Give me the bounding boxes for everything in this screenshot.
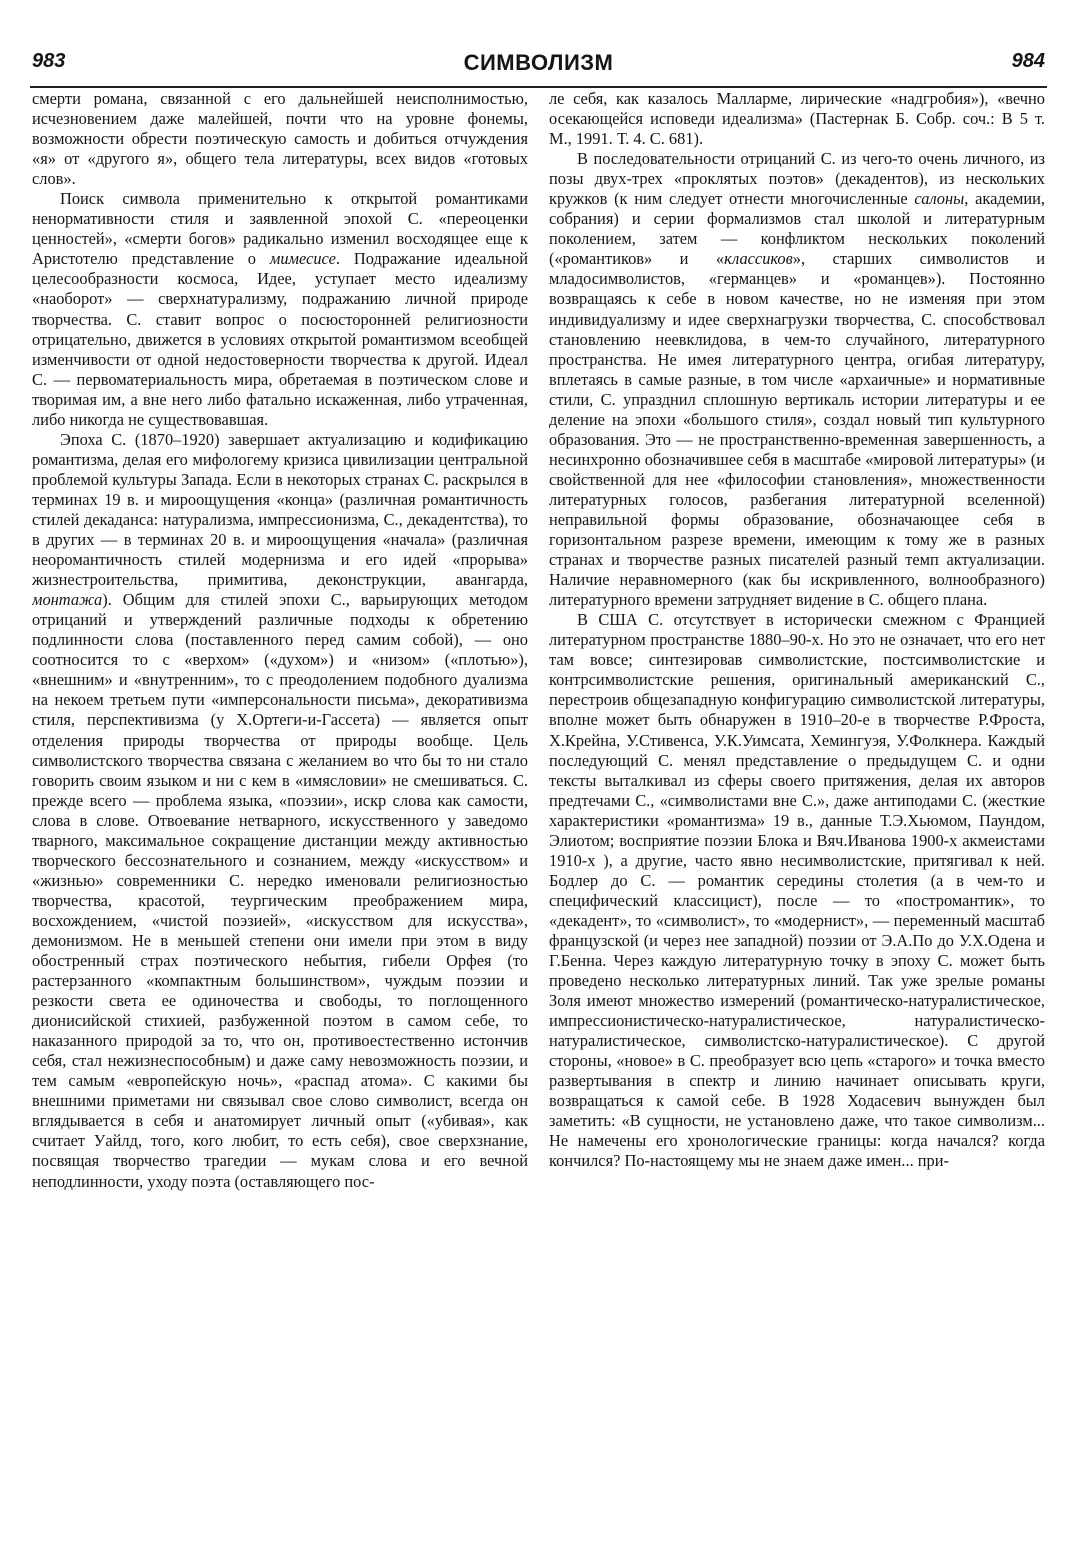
italic-term: монтажа — [32, 590, 103, 610]
paragraph: ле себя, как казалось Малларме, лирические «надгробия»), «вечно осекающейся исповеди идеализма» (Пастернак Б. Собр. соч.: В 5 т. М., 1991. Т. 4. С. 681). — [549, 89, 1045, 149]
text-run: Эпоха С. (1870–1920) завершает актуализацию и кодификацию романтизма, делая его мифологему кризиса цивилизации центральной проблемой культуры Запада. Если в некоторых странах С. раскрылся в терминах 19 в. и мироощущения «конца» (различная романтичность стилей декаданса: натурализма, импрессионизма, С., декадентства), то в других — в терминах 20 в. и мироощущения «начала» (различная неоромантичность стилей модернизма и его идей «прорыва» жизнестроительства, примитива, деконструкции, авангарда, — [32, 429, 528, 590]
text-run: », старших символистов и младосимволистов, «германцев» и «романцев»). Постоянно возвращаясь к себе в новом качестве, но не изменяя при этом индивидуализму и идее сверхнагрузки творчества, С. способствовал становлению неевклидова, в чем-то случайного, литературного пространства. Не имея литературного центра, огибая литературу, вплетаясь в самые разные, в том числе «архаичные» и нормативные стили, С. упразднил сплошную вертикаль истории литературы и ее деление на эпохи «большого стиля», создал новый тип культурного образования. Это — не пространственно-временная завершенность, а несинхронно обозначившее себя в масштабе «мировой литературы» (и свойственной для нее «философии становления», множественности литературных голосов, разбегания литературной вселенной) неправильной формы образование, обозначающее себя в горизонтальном разрезе времени, имеющим к тому же в разных странах и творчестве разных писателей разный темп актуализации. Наличие неравномерного (как бы искривленного, волнообразного) литературного времени затрудняет видение в С. общего плана. — [549, 249, 1045, 610]
left-column — [32, 89, 528, 1549]
paragraph — [32, 430, 528, 1192]
right-column — [549, 89, 1045, 1549]
italic-term: классиков — [724, 249, 793, 269]
italic-term: салоны — [914, 189, 965, 209]
text-run: , академии, собрания) и серии формализмов стал школой и литературным поколением, затем — конфликтом нескольких поколений («романтиков» и « — [549, 189, 1045, 269]
text-run: В последовательности отрицаний С. из чего-то очень личного, из позы двух-трех «проклятых поэтов» (декадентов), из нескольких кружков (к ним следует отнести многочисленные — [549, 149, 1045, 209]
text-run: Поиск символа применительно к открытой романтиками ненормативности стиля и заявленной эпохой С. «переоценки ценностей», «смерти богов» радикально изменил восходящее еще к Аристотелю представление о — [32, 189, 528, 269]
italic-term: мимесисе — [269, 249, 336, 269]
page-number-left: 983 — [32, 50, 66, 72]
text-run: ). Общим для стилей эпохи С., варьирующих методом отрицаний и утверждений различные подходы к обретению подлинности слова (поставленного перед самим собой), — оно соотносится то с «верхом» («духом») и «низом» («плотью»), «внешним» и «внутренним», то с преодолением подобного дуализма на некоем третьем пути «имперсональности письма», декоративизма стиля, перспективизма (у Х.Ортеги-и-Гассета) — является опыт отделения природы творчества от природы вообще. Цель символистского творчества связана с желанием во что бы то ни стало говорить своим языком и ни с кем в «имясловии» не смешиваться. С. прежде всего — проблема языка, «поэзии», искр слова как самости, слова в слове. Отвоевание нетварного, искусственного у заведомо тварного, максимальное сокращение дистанции между активностью творческого бессознательного и сознанием, между «искусством» и «жизнью» современники С. нередко именовали религиозностью творчества, красотой, теургическим преображением мира, восхождением, «чистой поэзией», «искусством для искусства», демонизмом. Не в меньшей степени они имели при этом в виду обостренный страх поэтического небытия, гибели Орфея (то растерзанного «компактным большинством», чуждым поэзии и резкости света ее одиночества и свободы, то поглощенного дионисийской стихией, разбуженной поэтом в самом себе, то наказанного природой за то, что он, противоестественно истончив себя, стал нежизнеспособным) и даже саму невозможность поэзии, и тем самым «европейскую ночь», «распад атома». С какими бы внешними приметами ни связывал свое слово символист, всегда он вглядывается в себя и анатомирует личный опыт («убивая», как считает Уайлд, того, кого любит, то есть себя), свое сверхзнание, посвящая творчество трагедии — мукам слова и его вечной неподлинности, уходу поэта (оставляющего пос- — [32, 590, 528, 1191]
text-run: . Подражание идеальной целесообразности космоса, Идее, уступает место идеализму «наоборот» — сверхнатурализму, подражанию личной природе творчества. С. ставит вопрос о посюсторонней религиозности отрицательно, движется в условиях открытой романтизмом всеобщей изменчивости от одной недостоверности творчества к другой. Идеал С. — первоматериальность мира, обретаемая в поэтическом слове и творимая им, а вне него либо фатально искаженная, либо утраченная, либо никогда не существовавшая. — [32, 249, 528, 429]
paragraph — [549, 149, 1045, 610]
paragraph: В США С. отсутствует в исторически смежном с Францией литературном пространстве 1880–90-х. Но это не означает, что его нет там вовсе; синтезировав символистские, постсимволистские и контрсимволистские решения, оригинальный американский С., перестроив общезападную конфигурацию символистской литературы, вполне может быть обнаружен в 1910–20-е в творчестве Р.Фроста, Х.Крейна, У.Стивенса, У.К.Уимсата, Хемингуэя, У.Фолкнера. Каждый последующий С. менял представление о предыдущем С. и одни тексты выталкивал из сферы своего притяжения, делая их авторов предтечами С., «символистами вне С.», даже антиподами С. (жесткие характеристики «романтизма» 19 в., данные Т.Э.Хьюмом, Паундом, Элиотом; восприятие поэзии Блока и Вяч.Иванова 1900-х акмеистами 1910-х ), а другие, часто явно несимволистские, притягивал к ней. Бодлер до С. — романтик середины столетия (а в чем-то и специфический классицист), после — то «постромантик», то «декадент», то «символист», то «модернист», — переменный масштаб французской (и через нее западной) поэзии от Э.А.По до У.Х.Одена и Г.Бенна. Через каждую литературную точку в эпоху С. может быть проведено несколько литературных линий. Так уже зрелые романы Золя имеют множество измерений (романтическо-натуралистическое, импрессионистическо-натуралистическое, натуралистическо-натуралистическое, символистско-натуралистическое). С другой стороны, «новое» в С. преобразует всю цепь «старого» и точка вместо развертывания в спектр и линию начинает описывать круги, возвращаться к самой себе. В 1928 Ходасевич вынужден был заметить: «В сущности, не установлено даже, что такое символизм... Не намечены его хронологические границы: когда начался? когда кончился? По-настоящему мы не знаем даже имен... при- — [549, 610, 1045, 1171]
paragraph — [32, 189, 528, 430]
running-title: СИМВОЛИЗМ — [463, 50, 614, 75]
page-number-right: 984 — [1011, 50, 1045, 72]
paragraph: смерти романа, связанной с его дальнейшей неисполнимостью, исчезновением даже малейшей, почти что на уровне фонемы, возможности обрести поэтическую самость и добиться отчуждения «я» от «другого я», общего тела литературы, всех видов «готовых слов». — [32, 89, 528, 189]
running-header — [30, 46, 1047, 88]
